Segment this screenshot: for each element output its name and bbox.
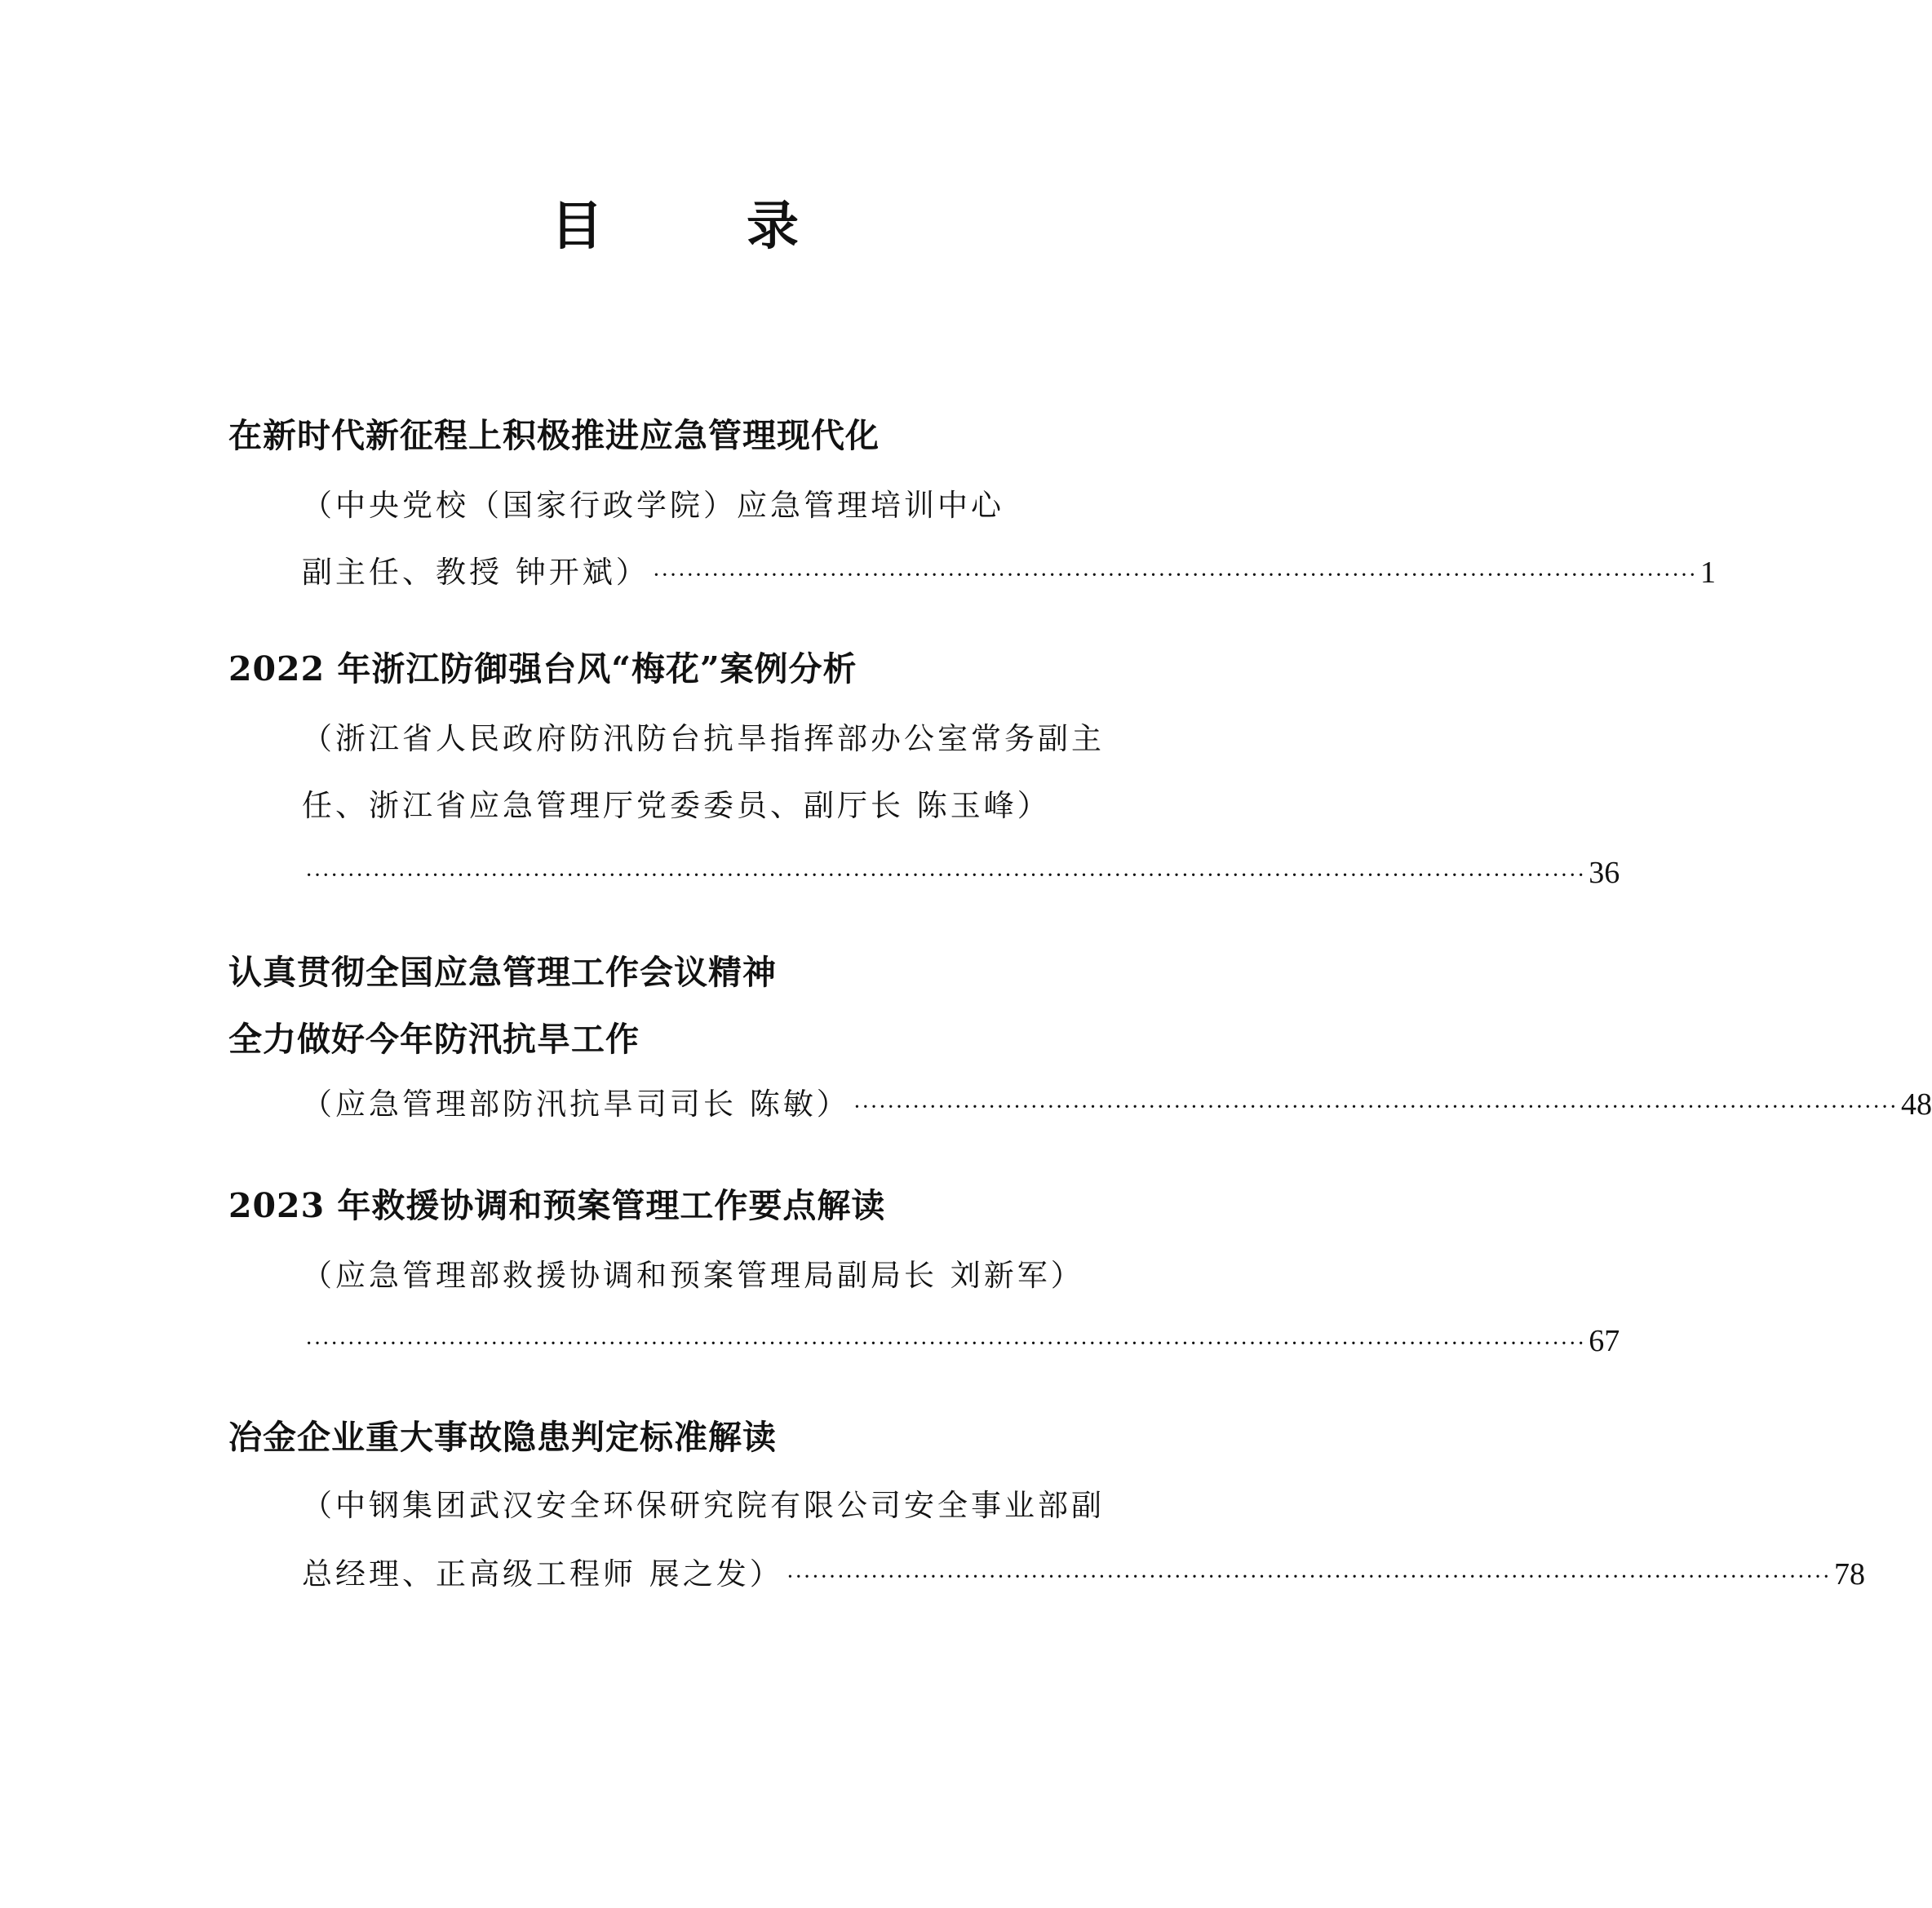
dot-leader: ························································································································································ [305, 863, 1586, 888]
page-title: 目 录 [551, 196, 844, 257]
toc-entry-1-page-number: 1 [1699, 556, 1716, 590]
toc-entry-5-author-line-1: （中钢集团武汉安全环保研究院有限公司安全事业部副 [302, 1488, 1105, 1523]
toc-entry-3-page-number: 48 [1900, 1087, 1932, 1122]
toc-entry-2-author-line-2: 任、浙江省应急管理厅党委委员、副厅长 陈玉峰） [302, 788, 1051, 823]
toc-entry-3-leader-row[interactable] [302, 1083, 1932, 1126]
toc-entry-1-title[interactable]: 在新时代新征程上积极推进应急管理现代化 [228, 416, 880, 455]
toc-entry-4-leader-row[interactable] [302, 1320, 1620, 1362]
toc-entry-3-title-line-1[interactable]: 认真贯彻全国应急管理工作会议精神 [228, 953, 777, 992]
toc-entry-3-title-line-2[interactable]: 全力做好今年防汛抗旱工作 [228, 1020, 640, 1059]
toc-entry-4-page-number: 67 [1589, 1324, 1620, 1358]
dot-leader: ···························································································································· [786, 1565, 1831, 1590]
toc-entry-1-author-line-1: （中央党校（国家行政学院）应急管理培训中心 [302, 488, 1004, 523]
toc-entry-5-author-line-2: 总经理、正高级工程师 展之发） [302, 1556, 783, 1591]
toc-entry-3-author: （应急管理部防汛抗旱司司长 陈敏） [302, 1087, 850, 1122]
toc-entry-5-leader-row[interactable] [302, 1553, 1865, 1596]
toc-entry-2-author-line-1: （浙江省人民政府防汛防台抗旱指挥部办公室常务副主 [302, 721, 1105, 756]
toc-entry-4-title[interactable]: 2023 年救援协调和预案管理工作要点解读 [228, 1186, 886, 1225]
toc-entry-2-leader-row[interactable] [302, 852, 1620, 894]
dot-leader: ···························································································································· [652, 563, 1697, 588]
dot-leader: ···························································································································· [853, 1095, 1898, 1120]
dot-leader: ························································································································································ [305, 1331, 1586, 1357]
toc-entry-5-title[interactable]: 冶金企业重大事故隐患判定标准解读 [228, 1418, 777, 1457]
toc-entry-5-page-number: 78 [1833, 1557, 1865, 1591]
toc-entry-2-title[interactable]: 2022 年浙江防御强台风“梅花”案例分析 [228, 649, 857, 688]
toc-entry-1-leader-row[interactable] [302, 551, 1716, 594]
toc-entry-2-page-number: 36 [1589, 856, 1620, 890]
toc-entry-1-author-line-2: 副主任、教授 钟开斌） [302, 555, 649, 590]
toc-entry-4-author-line-1: （应急管理部救援协调和预案管理局副局长 刘新军） [302, 1258, 1084, 1293]
